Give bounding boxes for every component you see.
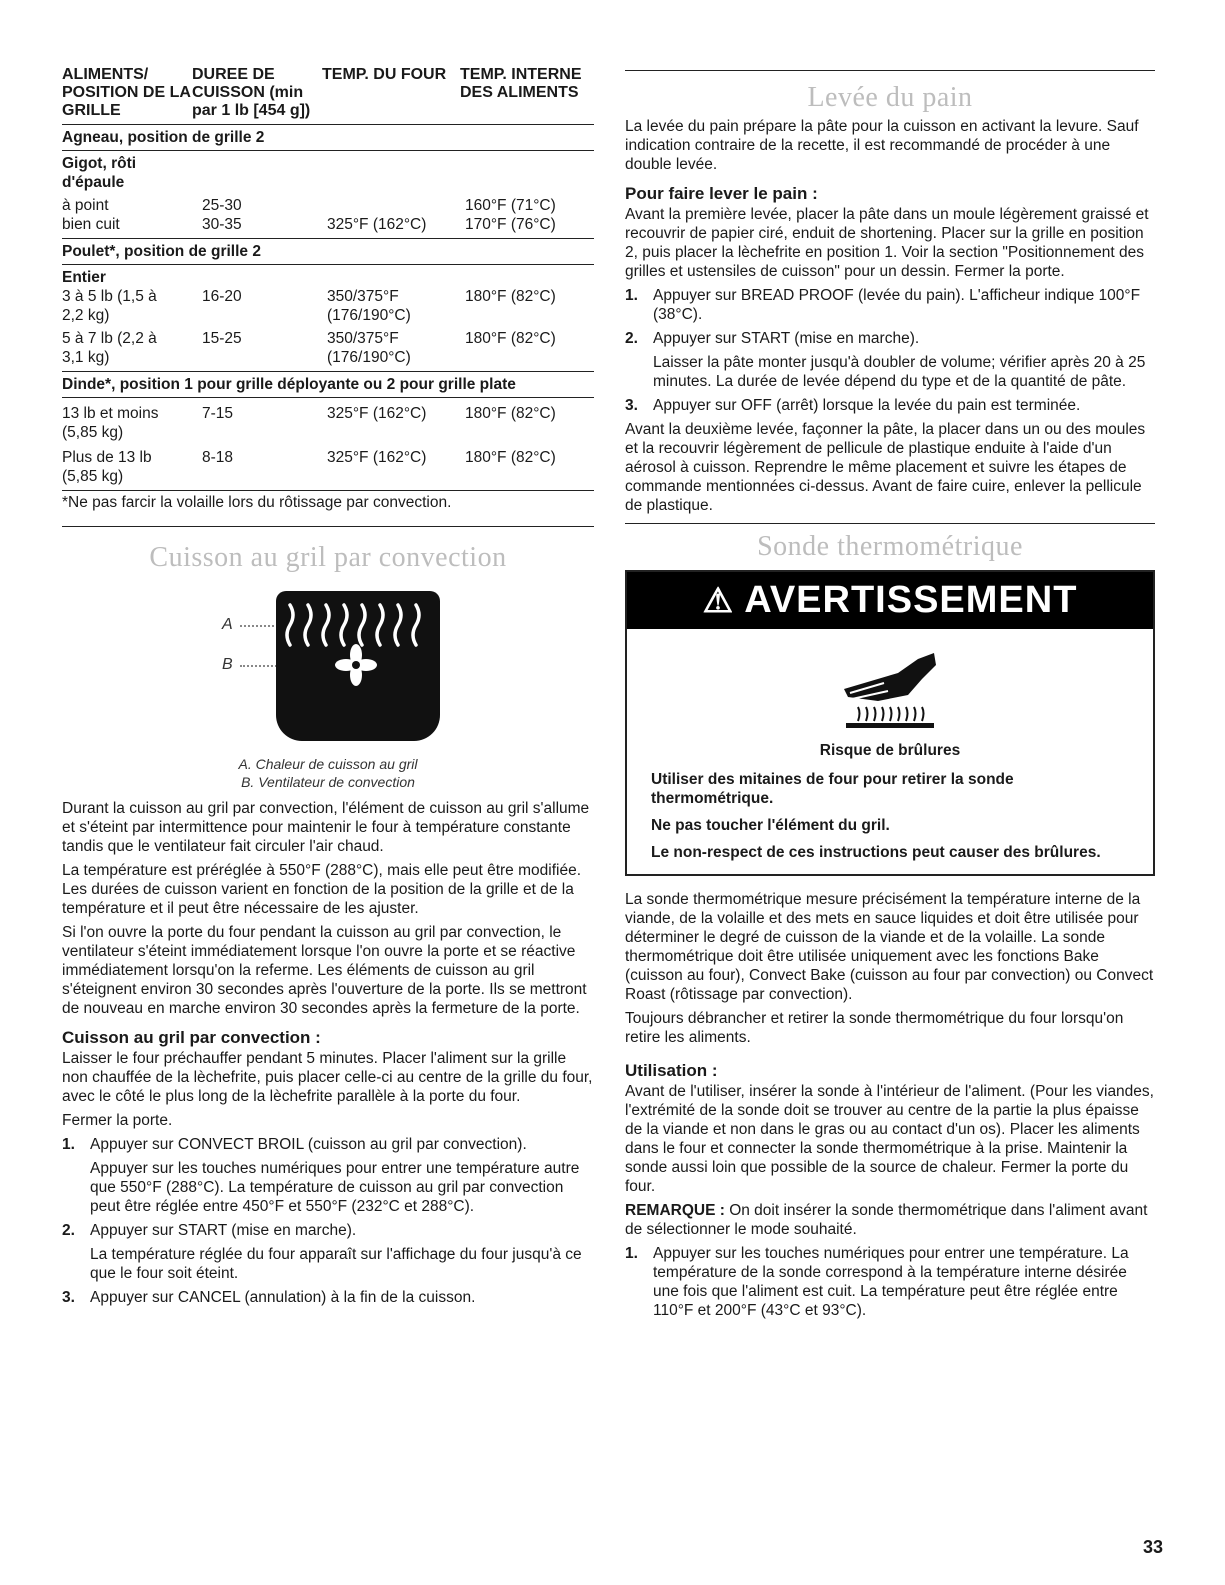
warning-line: Ne pas toucher l'élément du gril. xyxy=(651,817,890,834)
divider xyxy=(625,70,1155,71)
paragraph: Avant la première levée, placer la pâte dans un moule légèrement graissé et recouvrir de papier ciré, enduit de shortening. Placer sur la grille en position 2, puis placer la lèchefrite en position 1. Voir la section "Positionnement des grilles et ustensiles de cuisson" pour un dessin. Fermer la porte. xyxy=(625,206,1149,280)
group-chicken-whole xyxy=(62,264,594,371)
section-chicken: Poulet*, position de grille 2 xyxy=(62,238,594,264)
section-turkey: Dinde*, position 1 pour grille déployante ou 2 pour grille plate xyxy=(62,371,594,397)
paragraph: Laisser le four préchauffer pendant 5 minutes. Placer l'aliment sur la grille non chauffée de la lèchefrite, puis placer celle-ci au centre de la grille du four, avec le côté le plus long de la lèchefrite parallèle à la porte du four. xyxy=(62,1050,593,1105)
list-item: 1. Appuyer sur CONVECT BROIL (cuisson au gril par convection). Appuyer sur les touches numériques pour entrer une température autre que 550°F (288°C). La température de cuisson au gril par convection peut être réglée entre 450°F et 550°F (232°C et 288°C). xyxy=(62,1136,580,1215)
subsection-title: Pour faire lever le pain : xyxy=(625,184,818,203)
diagram-label-b: B xyxy=(222,656,233,673)
list-item: 3. Appuyer sur OFF (arrêt) lorsque la levée du pain est terminée. xyxy=(625,397,1081,414)
list-item: 3. Appuyer sur CANCEL (annulation) à la fin de la cuisson. xyxy=(62,1289,476,1306)
warning-line: Le non-respect de ces instructions peut causer des brûlures. xyxy=(651,844,1101,861)
table-row: bien cuit 30-35 325°F (162°C) 170°F (76°C) xyxy=(62,216,556,233)
paragraph: Durant la cuisson au gril par convection, l'élément de cuisson au gril s'allume et s'éteint par intermittence pour maintenir le four à température constante tandis que le ventilateur fait circuler l'air chaud. xyxy=(62,800,590,855)
table-row: Plus de 13 lb (5,85 kg) 8-18 325°F (162°C) 180°F (82°C) xyxy=(62,449,556,485)
warning-line: Utiliser des mitaines de four pour retirer la sonde thermométrique. xyxy=(651,771,1014,807)
warning-triangle-icon: ⚠ xyxy=(702,582,735,620)
list-item: 2. Appuyer sur START (mise en marche). La température réglée du four apparaît sur l'affichage du four jusqu'à ce que le four soit éteint. xyxy=(62,1222,582,1282)
note-text: On doit insérer la sonde thermométrique dans l'aliment avant de sélectionner le mode souhaité. xyxy=(625,1202,1148,1238)
group-heading: Entier xyxy=(62,269,106,286)
right-column xyxy=(625,70,1155,1325)
section-title-probe: Sonde thermométrique xyxy=(757,531,1023,562)
paragraph: La levée du pain prépare la pâte pour la cuisson en activant la levure. Sauf indication contraire de la recette, il est recommandé de procéder à une double levée. xyxy=(625,118,1139,173)
diagram-caption: A. Chaleur de cuisson au gril B. Ventilateur de convection xyxy=(238,756,418,790)
section-lamb: Agneau, position de grille 2 xyxy=(62,124,594,150)
paragraph: Toujours débrancher et retirer la sonde thermométrique du four lorsqu'on retire les aliments. xyxy=(625,1010,1124,1046)
paragraph: La température est préréglée à 550°F (288°C), mais elle peut être modifiée. Les durées de cuisson varient en fonction de la position de la grille et de la température et il peut être nécessaire de les ajuster. xyxy=(62,862,582,917)
table-row: 13 lb et moins (5,85 kg) 7-15 325°F (162°C) 180°F (82°C) xyxy=(62,405,556,441)
table-row: à point 25-30 160°F (71°C) xyxy=(62,197,556,214)
paragraph: Avant de l'utiliser, insérer la sonde à l'intérieur de l'aliment. (Pour les viandes, l'extrémité de la sonde doit se trouver au centre de la partie la plus épaisse de la viande et non dans le gras ou au contact d'un os). Placer les aliments dans le four et connecter la sonde thermométrique à la prise. Maintenir la sonde aussi loin que possible de la source de chaleur. Fermer la porte du four. xyxy=(625,1083,1154,1195)
section-title-convect-broil: Cuisson au gril par convection xyxy=(149,542,507,573)
table-row: 5 à 7 lb (2,2 à 3,1 kg) 15-25 350/375°F (176/190°C) 180°F (82°C) xyxy=(62,330,556,366)
list-item: 1. Appuyer sur les touches numériques pour entrer une température. La température de la sonde correspond à la température interne désirée une fois que l'aliment est cuit. La température peut être réglée entre 110°F et 200°F (43°C et 93°C). xyxy=(625,1245,1129,1319)
paragraph: Fermer la porte. xyxy=(62,1112,173,1129)
broil-element-and-fan-icon xyxy=(276,591,440,741)
paragraph: Avant la deuxième levée, façonner la pâte, la placer dans un ou des moules et la recouvrir légèrement de pellicule de plastique enduite à l'aide d'un aérosol à cuisson. Reprendre le même placement et suivre les étapes de commande mentionnées ci-dessus. Avant de faire cuire, enlever la pellicule de plastique. xyxy=(625,420,1155,524)
subsection-title: Utilisation : xyxy=(625,1061,718,1080)
header-internal-temp: TEMP. INTERNE DES ALIMENTS xyxy=(460,66,582,101)
paragraph: La sonde thermométrique mesure précisément la température interne de la viande, de la volaille et des mets en sauce liquides et doit être utilisée pour déterminer le degré de cuisson de la viande et de la volaille. La sonde thermométrique doit être utilisée uniquement avec les fonctions Bake (cuisson au four), Convect Bake (cuisson au four par convection) ou Convect Roast (rôtissage par convection). xyxy=(625,891,1154,1003)
hot-surface-hand-icon xyxy=(838,649,942,729)
step-list xyxy=(625,286,1155,415)
step-list xyxy=(62,1135,594,1307)
note-label: REMARQUE : xyxy=(625,1202,725,1219)
list-item: 1. Appuyer sur BREAD PROOF (levée du pain). L'afficheur indique 100°F (38°C). xyxy=(625,287,1141,323)
convect-broil-diagram xyxy=(62,585,594,755)
section-title-bread-proof: Levée du pain xyxy=(807,82,973,113)
table-header xyxy=(62,66,594,124)
warning-body xyxy=(627,741,1153,874)
diagram-label-a: A xyxy=(222,616,233,633)
table-row: 3 à 5 lb (1,5 à 2,2 kg) 16-20 350/375°F (176/190°C) 180°F (82°C) xyxy=(62,288,556,324)
header-time: DUREE DE CUISSON (min par 1 lb [454 g]) xyxy=(192,66,311,119)
table-footnote: *Ne pas farcir la volaille lors du rôtissage par convection. xyxy=(62,490,594,527)
note-paragraph xyxy=(625,1201,1155,1239)
warning-risk: Risque de brûlures xyxy=(819,742,961,759)
oven-cavity-icon xyxy=(276,591,440,741)
step-list xyxy=(625,1244,1155,1320)
header-oven-temp: TEMP. DU FOUR xyxy=(322,66,447,83)
subsection-title: Cuisson au gril par convection : xyxy=(62,1028,321,1047)
group-heading: Gigot, rôti d'épaule xyxy=(62,155,137,191)
header-food: ALIMENTS/ POSITION DE LA GRILLE xyxy=(62,66,191,119)
paragraph: Si l'on ouvre la porte du four pendant la cuisson au gril par convection, le ventilateur s'éteint immédiatement lorsque l'on ouvre la porte et se réactive immédiatement lorsqu'on la referme. Les éléments de cuisson au gril s'éteignent environ 30 secondes après l'ouverture de la porte. Ils se mettront de nouveau en marche environ 30 secondes après la fermeture de la porte. xyxy=(62,924,587,1017)
list-item: 2. Appuyer sur START (mise en marche). Laisser la pâte monter jusqu'à doubler de volume; vérifier après 20 à 25 minutes. La durée de levée dépend du type et de la quantité de pâte. xyxy=(625,330,1146,390)
warning-box xyxy=(625,570,1155,876)
group-lamb-roast xyxy=(62,150,594,238)
warning-header: ⚠ AVERTISSEMENT xyxy=(627,572,1153,629)
group-turkey xyxy=(62,397,594,490)
left-column xyxy=(62,66,594,1312)
page-number: 33 xyxy=(1142,1537,1163,1557)
